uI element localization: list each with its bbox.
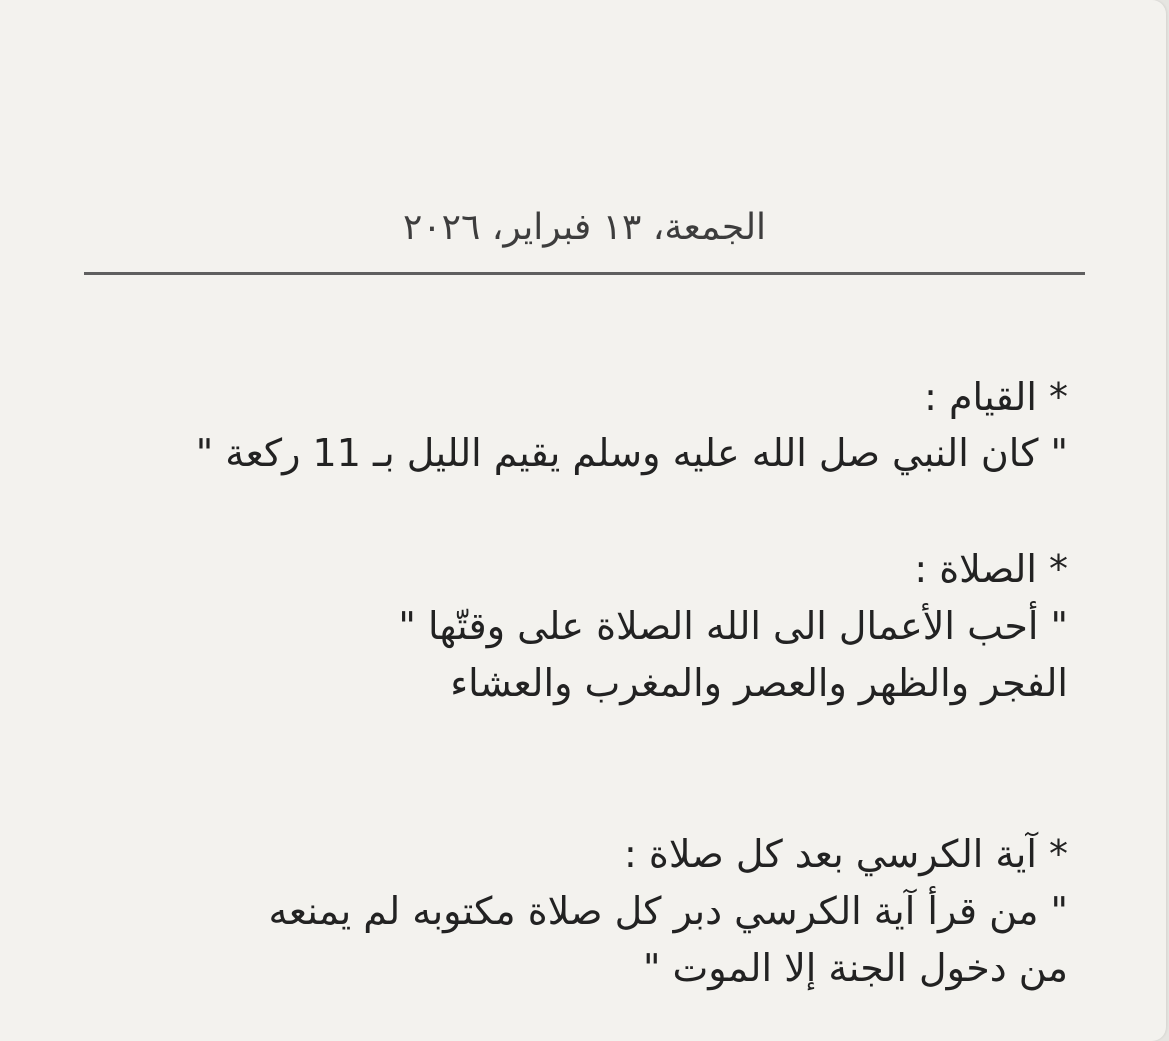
section-heading-salat: * الصلاة : — [914, 547, 1068, 591]
salat-text-line-2: الفجر والظهر والعصر والمغرب والعشاء — [450, 661, 1068, 705]
section-heading-ayat-alkursi: * آية الكرسي بعد كل صلاة : — [624, 832, 1068, 876]
ayat-alkursi-text-line-1: " من قرأ آية الكرسي دبر كل صلاة مكتوبه لم يمنعه — [268, 889, 1068, 933]
salat-text-line-1: " أحب الأعمال الى الله الصلاة على وقتّها " — [398, 604, 1068, 648]
date-divider — [84, 272, 1085, 275]
qiyam-text-line: " كان النبي صل الله عليه وسلم يقيم الليل بـ 11 ركعة " — [195, 431, 1068, 475]
note-date: الجمعة، ١٣ فبراير، ٢٠٢٦ — [402, 207, 767, 248]
ayat-alkursi-text-line-2: من دخول الجنة إلا الموت " — [642, 946, 1068, 990]
section-heading-qiyam: * القيام : — [924, 375, 1068, 419]
